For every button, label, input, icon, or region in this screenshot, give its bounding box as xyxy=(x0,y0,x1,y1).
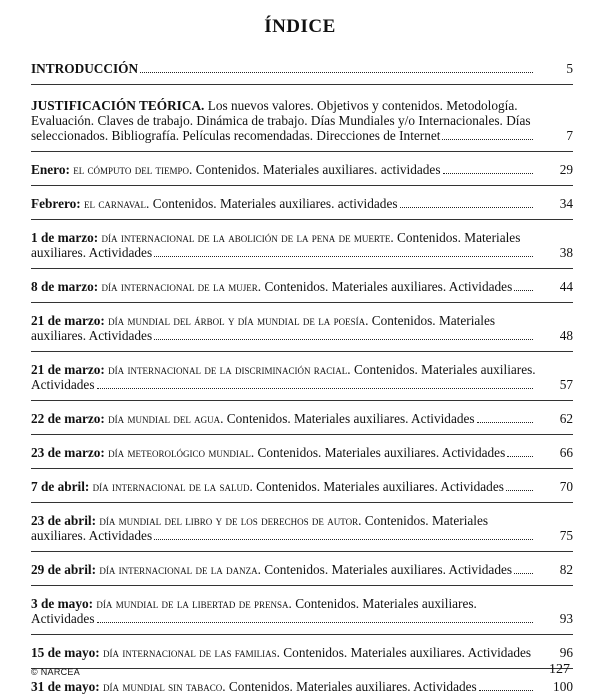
entry-description: Contenidos. Materiales auxiliares. actividades xyxy=(149,196,398,211)
entry-page: 44 xyxy=(559,279,573,294)
entry-description: Contenidos. Materiales auxiliares. Actividades xyxy=(223,411,475,426)
divider xyxy=(31,219,573,220)
leader-dots xyxy=(97,388,533,389)
entry-lead: 1 de marzo: xyxy=(31,230,99,245)
divider xyxy=(31,400,573,401)
divider xyxy=(31,268,573,269)
toc-entry xyxy=(31,279,573,294)
entry-topic: el carnaval. xyxy=(80,196,150,211)
toc-entry xyxy=(31,362,573,392)
divider xyxy=(31,351,573,352)
entry-text xyxy=(31,162,539,177)
toc-entry xyxy=(31,513,573,543)
divider xyxy=(31,551,573,552)
leader-dots xyxy=(400,207,533,208)
entry-lead: 22 de marzo: xyxy=(31,411,105,426)
divider xyxy=(31,302,573,303)
entry-text xyxy=(31,479,539,494)
page-title: ÍNDICE xyxy=(264,16,336,37)
entry-page: 93 xyxy=(559,611,573,626)
entry-page: 82 xyxy=(559,562,573,577)
entry-text xyxy=(31,445,539,460)
toc-entry xyxy=(31,596,573,626)
leader-dots xyxy=(154,539,533,540)
entry-lead: 21 de marzo: xyxy=(31,362,105,377)
entry-text xyxy=(31,313,539,343)
entry-lead: 3 de mayo: xyxy=(31,596,94,611)
entry-page: 38 xyxy=(559,245,573,260)
entry-text xyxy=(31,230,539,260)
leader-dots xyxy=(477,422,533,423)
entry-page: 96 xyxy=(559,645,573,660)
entry-text xyxy=(31,61,539,76)
toc-entry xyxy=(31,562,573,577)
entry-lead: Enero: xyxy=(31,162,70,177)
entry-description: Contenidos. Materiales auxiliares. actividades xyxy=(192,162,441,177)
entry-text xyxy=(31,562,539,577)
publisher-mark: © NARCEA xyxy=(31,667,81,677)
leader-dots xyxy=(140,72,533,73)
leader-dots xyxy=(154,256,533,257)
entry-lead: 15 de mayo: xyxy=(31,645,100,660)
entry-text xyxy=(31,645,539,660)
entry-lead: 21 de marzo: xyxy=(31,313,105,328)
entry-topic: día mundial del libro y de los derechos de autor. xyxy=(96,513,362,528)
toc-entry xyxy=(31,230,573,260)
entry-page: 66 xyxy=(559,445,573,460)
entry-description: Contenidos. Materiales auxiliares. Actividades xyxy=(260,562,513,577)
entry-description: Contenidos. Materiales auxiliares. Actividades xyxy=(254,445,506,460)
divider xyxy=(31,151,573,152)
divider xyxy=(31,502,573,503)
toc-entry xyxy=(31,479,573,494)
divider xyxy=(31,468,573,469)
leader-dots xyxy=(443,173,533,174)
entry-topic: día internacional de la discriminación racial. xyxy=(104,362,351,377)
entry-text xyxy=(31,362,539,392)
entry-description: Contenidos. Materiales auxiliares. Actividades xyxy=(31,230,521,260)
divider xyxy=(31,185,573,186)
entry-text xyxy=(31,596,539,626)
entry-page: 29 xyxy=(559,162,573,177)
divider xyxy=(31,84,573,85)
entry-topic: día mundial sin tabaco. xyxy=(99,679,226,694)
entry-text xyxy=(31,98,539,143)
toc-entry xyxy=(31,645,573,660)
toc-entry xyxy=(31,679,573,694)
entry-lead: 8 de marzo: xyxy=(31,279,99,294)
entry-text xyxy=(31,411,539,426)
entry-page: 70 xyxy=(559,479,573,494)
entry-topic: día meteorológico mundial. xyxy=(104,445,255,460)
leader-dots xyxy=(154,339,533,340)
entry-description: Los nuevos valores. Objetivos y contenidos. Metodología. Evaluación. Claves de trabajo. Dinámica de trabajo. Días Mundiales y/o Internacionales. Días seleccionados. Bibliografía. Películas recomendadas. Direcciones de Internet xyxy=(31,98,531,143)
page-number: 127 xyxy=(549,662,570,677)
entry-topic: día internacional de la danza. xyxy=(96,562,261,577)
leader-dots xyxy=(97,622,533,623)
entry-topic: día mundial del árbol y día mundial de la poesía. xyxy=(104,313,369,328)
divider xyxy=(31,668,573,669)
leader-dots xyxy=(514,573,533,574)
divider xyxy=(31,585,573,586)
entry-topic: el cómputo del tiempo. xyxy=(69,162,193,177)
entry-page: 34 xyxy=(559,196,573,211)
entry-lead: 23 de marzo: xyxy=(31,445,105,460)
entry-lead: Febrero: xyxy=(31,196,81,211)
entry-text xyxy=(31,196,539,211)
toc-entry xyxy=(31,445,573,460)
leader-dots xyxy=(514,290,533,291)
entry-topic: día internacional de la mujer. xyxy=(98,279,262,294)
entry-lead: 29 de abril: xyxy=(31,562,97,577)
entry-page: 75 xyxy=(559,528,573,543)
entry-description: Contenidos. Materiales auxiliares. Actividades xyxy=(31,362,536,392)
entry-description: Contenidos. Materiales auxiliares. Actividades xyxy=(261,279,513,294)
entry-text xyxy=(31,513,539,543)
entry-topic: día mundial de la libertad de prensa. xyxy=(93,596,292,611)
entry-description: Contenidos. Materiales auxiliares. Actividades xyxy=(279,645,532,660)
table-of-contents xyxy=(31,58,573,694)
leader-dots xyxy=(506,490,533,491)
entry-page: 48 xyxy=(559,328,573,343)
entry-description: Contenidos. Materiales auxiliares. Actividades xyxy=(31,596,477,626)
toc-entry xyxy=(31,313,573,343)
toc-entry xyxy=(31,61,573,76)
divider xyxy=(31,434,573,435)
entry-topic: día internacional de las familias. xyxy=(99,645,280,660)
entry-description: Contenidos. Materiales auxiliares. Actividades xyxy=(252,479,504,494)
entry-page: 100 xyxy=(553,679,573,694)
entry-description: Contenidos. Materiales auxiliares. Actividades xyxy=(31,513,489,543)
entry-description: Contenidos. Materiales auxiliares. Actividades xyxy=(31,313,496,343)
entry-lead: JUSTIFICACIÓN TEÓRICA. xyxy=(31,98,205,113)
entry-page: 62 xyxy=(559,411,573,426)
leader-dots xyxy=(479,690,533,691)
toc-entry xyxy=(31,411,573,426)
divider xyxy=(31,634,573,635)
entry-text xyxy=(31,279,539,294)
entry-lead: 23 de abril: xyxy=(31,513,97,528)
entry-topic: día internacional de la salud. xyxy=(89,479,253,494)
entry-page: 5 xyxy=(566,61,573,76)
entry-page: 7 xyxy=(566,128,573,143)
entry-lead: 31 de mayo: xyxy=(31,679,100,694)
entry-description: Contenidos. Materiales auxiliares. Actividades xyxy=(225,679,477,694)
toc-entry xyxy=(31,162,573,177)
entry-topic: día mundial del agua. xyxy=(104,411,224,426)
toc-entry xyxy=(31,196,573,211)
entry-text xyxy=(31,679,539,694)
entry-topic: día internacional de la abolición de la pena de muerte. xyxy=(98,230,394,245)
toc-entry xyxy=(31,98,573,143)
entry-lead: 7 de abril: xyxy=(31,479,90,494)
entry-lead: INTRODUCCIÓN xyxy=(31,61,139,76)
leader-dots xyxy=(442,139,533,140)
leader-dots xyxy=(507,456,533,457)
entry-page: 57 xyxy=(559,377,573,392)
